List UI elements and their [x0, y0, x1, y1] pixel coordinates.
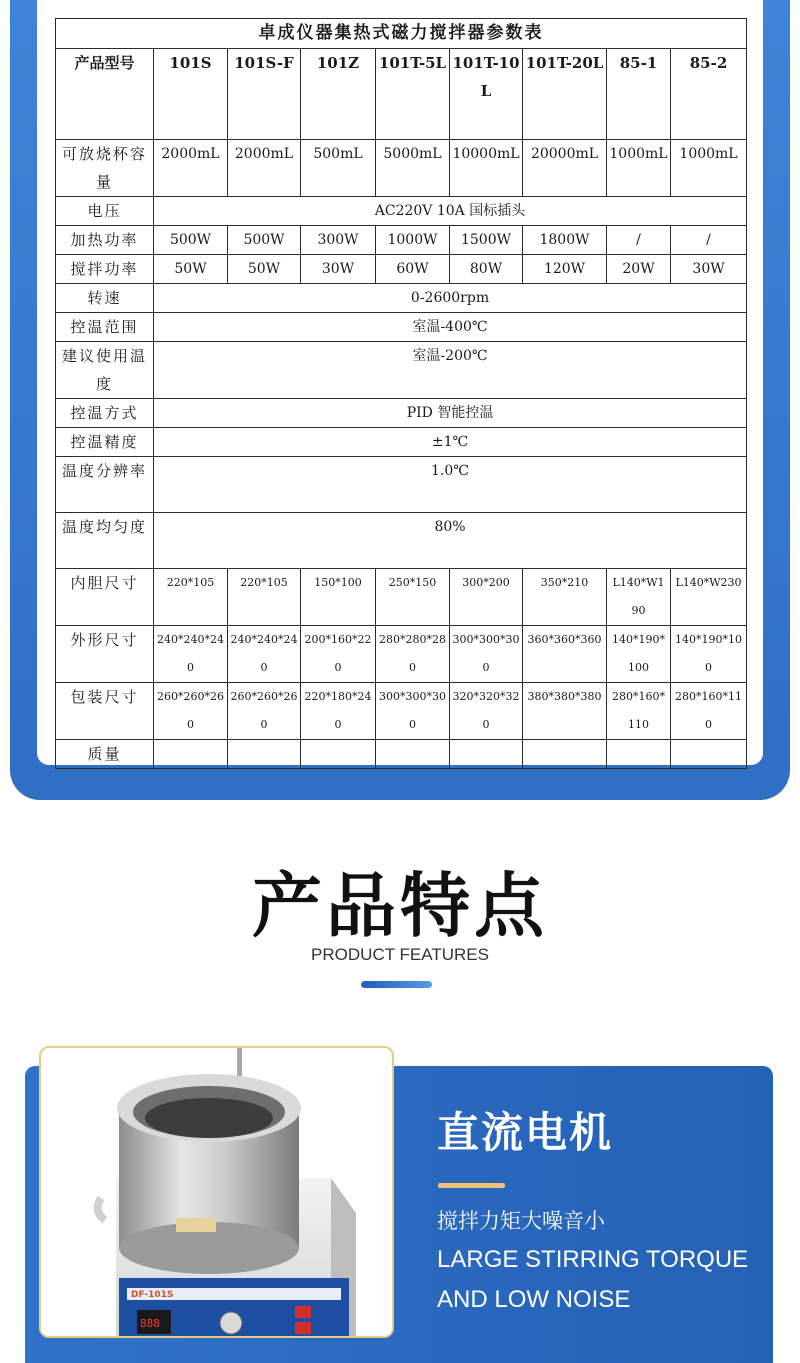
table-row: [56, 313, 747, 342]
table-cell: 250*150: [376, 569, 450, 626]
table-cell: 80%: [154, 513, 747, 569]
table-row: [56, 226, 747, 255]
table-cell: 1500W: [450, 226, 523, 255]
model-cell: 85-2: [671, 49, 747, 140]
model-cell: 101T-10L: [450, 49, 523, 140]
table-row: [56, 513, 747, 569]
table-cell: 0-2600rpm: [154, 284, 747, 313]
table-cell: 80W: [450, 255, 523, 284]
table-cell: 220*105: [154, 569, 228, 626]
table-cell: 1.0℃: [154, 457, 747, 513]
table-cell: L140*W230: [671, 569, 747, 626]
table-row: [56, 683, 747, 740]
table-cell: 140*190*100: [607, 626, 671, 683]
table-row: [56, 626, 747, 683]
table-cell: L140*W190: [607, 569, 671, 626]
row-label: 控温精度: [56, 428, 154, 457]
row-label: 控温方式: [56, 399, 154, 428]
table-cell: /: [607, 226, 671, 255]
table-cell: 350*210: [523, 569, 607, 626]
title-underline: [361, 981, 432, 988]
table-cell: 30W: [671, 255, 747, 284]
table-row: [56, 342, 747, 399]
model-cell: 101S: [154, 49, 228, 140]
row-label: 温度均匀度: [56, 513, 154, 569]
feature-accent-line: [438, 1183, 505, 1188]
table-cell: 200*160*220: [301, 626, 376, 683]
table-cell: AC220V 10A 国标插头: [154, 197, 747, 226]
table-row: [56, 49, 747, 140]
table-row: [56, 457, 747, 513]
svg-text:888: 888: [140, 1317, 160, 1330]
model-cell: 101Z: [301, 49, 376, 140]
table-cell: 室温-400℃: [154, 313, 747, 342]
table-cell: 2000mL: [154, 140, 228, 197]
table-cell: [523, 740, 607, 769]
table-cell: [607, 740, 671, 769]
table-cell: [228, 740, 301, 769]
table-cell: 室温-200℃: [154, 342, 747, 399]
model-cell: 101S-F: [228, 49, 301, 140]
table-cell: 260*260*260: [228, 683, 301, 740]
table-cell: 300*300*300: [376, 683, 450, 740]
row-label: 加热功率: [56, 226, 154, 255]
table-row: [56, 569, 747, 626]
row-label: 内胆尺寸: [56, 569, 154, 626]
table-cell: 2000mL: [228, 140, 301, 197]
table-cell: [154, 740, 228, 769]
row-label: 转速: [56, 284, 154, 313]
table-cell: 150*100: [301, 569, 376, 626]
row-label: 建议使用温度: [56, 342, 154, 399]
row-label: 产品型号: [56, 49, 154, 140]
features-title: 产品特点: [252, 865, 548, 947]
table-cell: [301, 740, 376, 769]
table-cell: 50W: [228, 255, 301, 284]
table-cell: 120W: [523, 255, 607, 284]
table-cell: /: [671, 226, 747, 255]
table-cell: 280*160*110: [671, 683, 747, 740]
table-row: [56, 284, 747, 313]
magnetic-stirrer-image: [41, 1048, 394, 1338]
table-cell: 300W: [301, 226, 376, 255]
table-title: 卓成仪器集热式磁力搅拌器参数表: [56, 19, 747, 49]
table-row: [56, 399, 747, 428]
feature-description-cn: 搅拌力矩大噪音小: [437, 1209, 605, 1233]
model-cell: 85-1: [607, 49, 671, 140]
device-label: DF-101S: [131, 1290, 174, 1300]
table-cell: 500mL: [301, 140, 376, 197]
row-label: 电压: [56, 197, 154, 226]
table-title-row: [56, 19, 747, 49]
table-cell: 240*240*240: [228, 626, 301, 683]
table-cell: 60W: [376, 255, 450, 284]
table-cell: 1800W: [523, 226, 607, 255]
feature-description-en: LARGE STIRRING TORQUE AND LOW NOISE: [437, 1246, 749, 1313]
row-label: 可放烧杯容量: [56, 140, 154, 197]
table-cell: 50W: [154, 255, 228, 284]
table-cell: 380*380*380: [523, 683, 607, 740]
table-cell: 500W: [154, 226, 228, 255]
table-cell: 220*180*240: [301, 683, 376, 740]
row-label: 包装尺寸: [56, 683, 154, 740]
table-cell: 30W: [301, 255, 376, 284]
table-cell: 10000mL: [450, 140, 523, 197]
table-cell: 1000W: [376, 226, 450, 255]
row-label: 质量: [56, 740, 154, 769]
table-row: [56, 255, 747, 284]
features-subtitle: PRODUCT FEATURES: [311, 945, 489, 964]
table-cell: 280*280*280: [376, 626, 450, 683]
table-cell: 300*300*300: [450, 626, 523, 683]
table-cell: 20000mL: [523, 140, 607, 197]
row-label: 控温范围: [56, 313, 154, 342]
table-cell: [376, 740, 450, 769]
row-label: 搅拌功率: [56, 255, 154, 284]
table-cell: 220*105: [228, 569, 301, 626]
model-cell: 101T-20L: [523, 49, 607, 140]
feature-title: 直流电机: [437, 1108, 614, 1157]
table-row: [56, 740, 747, 769]
table-cell: 140*190*100: [671, 626, 747, 683]
table-cell: 20W: [607, 255, 671, 284]
table-cell: 320*320*320: [450, 683, 523, 740]
model-cell: 101T-5L: [376, 49, 450, 140]
product-photo: [39, 1046, 394, 1338]
table-cell: 500W: [228, 226, 301, 255]
table-cell: ±1℃: [154, 428, 747, 457]
table-cell: 1000mL: [671, 140, 747, 197]
table-row: [56, 140, 747, 197]
row-label: 温度分辨率: [56, 457, 154, 513]
table-cell: [671, 740, 747, 769]
table-cell: 1000mL: [607, 140, 671, 197]
spec-table: [55, 18, 747, 769]
table-cell: 360*360*360: [523, 626, 607, 683]
table-cell: 300*200: [450, 569, 523, 626]
table-cell: 5000mL: [376, 140, 450, 197]
table-cell: 280*160*110: [607, 683, 671, 740]
row-label: 外形尺寸: [56, 626, 154, 683]
table-row: [56, 197, 747, 226]
table-cell: 240*240*240: [154, 626, 228, 683]
table-cell: [450, 740, 523, 769]
table-row: [56, 428, 747, 457]
table-cell: 260*260*260: [154, 683, 228, 740]
table-cell: PID 智能控温: [154, 399, 747, 428]
